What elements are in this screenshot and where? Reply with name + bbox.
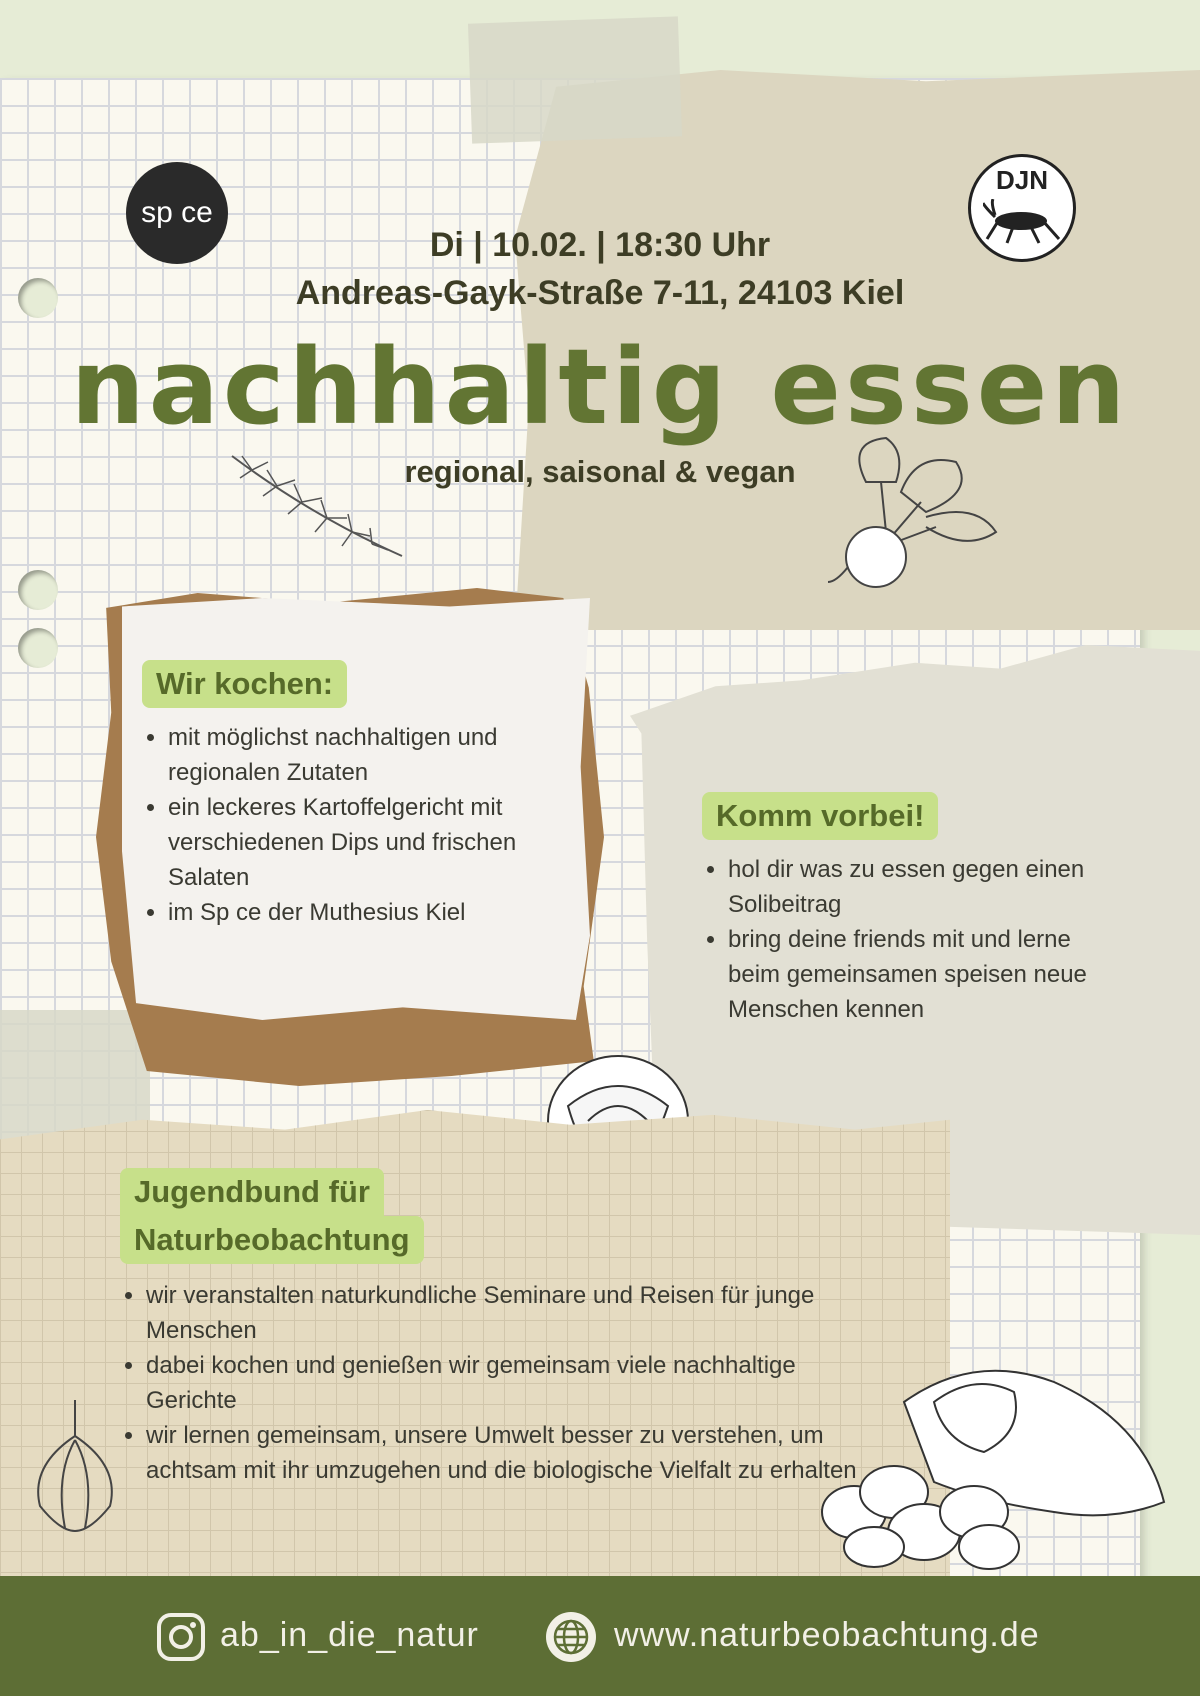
list-item: • im Sp ce der Muthesius Kiel — [168, 895, 578, 930]
list-item: • mit möglichst nachhaltigen und regionalen Zutaten — [168, 720, 578, 790]
website-link[interactable]: www.naturbeobachtung.de — [614, 1616, 1040, 1654]
footer-bar — [0, 1576, 1200, 1696]
globe-icon[interactable] — [544, 1610, 598, 1664]
org-list — [120, 1278, 886, 1488]
binder-hole — [18, 628, 58, 668]
list-item: • dabei kochen und genießen wir gemeinsam viele nachhaltige Gerichte — [146, 1348, 886, 1418]
instagram-icon[interactable] — [156, 1612, 206, 1662]
cooking-list — [142, 720, 578, 930]
org-heading-line2: Naturbeobachtung — [120, 1216, 424, 1264]
visit-section — [702, 792, 1102, 1027]
binder-hole — [18, 570, 58, 610]
djn-logo-text: DJN — [995, 165, 1048, 195]
potato-sack-illustration — [814, 1362, 1174, 1572]
list-item: • ein leckeres Kartoffelgericht mit verschiedenen Dips und frischen Salaten — [168, 790, 578, 895]
cooking-heading: Wir kochen: — [142, 660, 347, 708]
space-logo: sp ce — [126, 162, 228, 264]
visit-heading: Komm vorbei! — [702, 792, 938, 840]
tape-strip-top — [468, 16, 682, 143]
event-subtitle: regional, saisonal & vegan — [404, 454, 796, 489]
visit-list — [702, 852, 1108, 1027]
event-title: nachhaltig essen — [70, 326, 1130, 448]
list-item: • wir lernen gemeinsam, unsere Umwelt besser zu verstehen, um achtsam mit ihr umzugehen und die biologische Vielfalt zu erhalten — [146, 1418, 886, 1488]
list-item: • wir veranstalten naturkundliche Seminare und Reisen für junge Menschen — [146, 1278, 886, 1348]
event-address: Andreas-Gayk-Straße 7-11, 24103 Kiel — [295, 274, 905, 312]
org-heading-line1: Jugendbund für — [120, 1168, 384, 1216]
rosemary-illustration — [222, 446, 412, 576]
event-datetime: Di | 10.02. | 18:30 Uhr — [429, 226, 771, 264]
list-item: • hol dir was zu essen gegen einen Solibeitrag — [728, 852, 1108, 922]
list-item: • bring deine friends mit und lerne beim gemeinsamen speisen neue Menschen kennen — [728, 922, 1108, 1027]
org-section — [120, 1168, 900, 1488]
onion-illustration — [30, 1396, 120, 1536]
cooking-section — [142, 660, 582, 930]
instagram-handle[interactable]: ab_in_die_natur — [220, 1616, 479, 1654]
radish-illustration — [826, 432, 1006, 592]
